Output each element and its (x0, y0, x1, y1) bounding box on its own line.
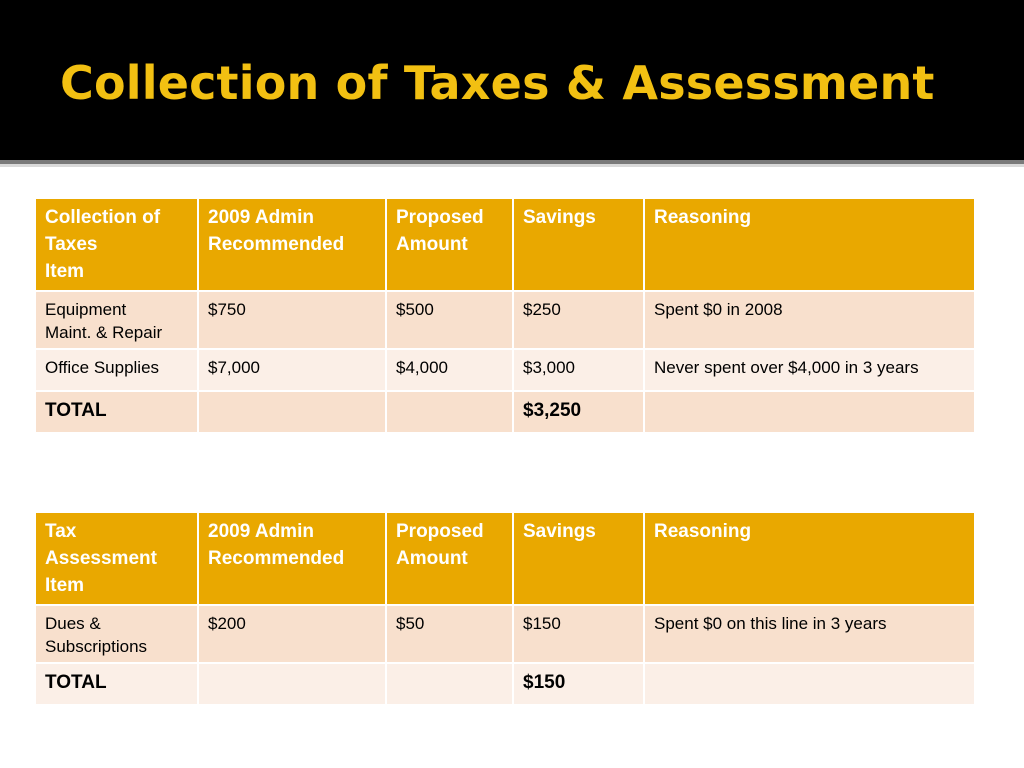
total-label: TOTAL (35, 663, 198, 705)
header-cell-item: Tax Assessment Item (35, 512, 198, 605)
reasoning-cell (644, 663, 975, 705)
total-savings: $150 (513, 663, 644, 705)
header-cell-proposed: Proposed Amount (386, 198, 513, 291)
header-cell-savings: Savings (513, 512, 644, 605)
reasoning-cell (644, 391, 975, 433)
admin-cell: $750 (198, 291, 386, 349)
total-label: TOTAL (35, 391, 198, 433)
proposed-cell (386, 663, 513, 705)
title-divider-shadow (0, 164, 1024, 167)
header-cell-reasoning: Reasoning (644, 512, 975, 605)
table-header-row (35, 198, 975, 291)
total-row (35, 663, 975, 705)
item-cell: Office Supplies (35, 349, 198, 391)
item-cell: Dues & Subscriptions (35, 605, 198, 663)
table-row (35, 291, 975, 349)
reasoning-cell: Never spent over $4,000 in 3 years (644, 349, 975, 391)
header-cell-proposed: Proposed Amount (386, 512, 513, 605)
table-header-row (35, 512, 975, 605)
title-band (0, 0, 1024, 160)
reasoning-cell: Spent $0 on this line in 3 years (644, 605, 975, 663)
proposed-cell (386, 391, 513, 433)
total-row (35, 391, 975, 433)
slide-title: Collection of Taxes & Assessment (60, 56, 935, 110)
header-cell-savings: Savings (513, 198, 644, 291)
savings-cell: $250 (513, 291, 644, 349)
header-cell-item: Collection of Taxes Item (35, 198, 198, 291)
savings-cell: $150 (513, 605, 644, 663)
proposed-cell: $50 (386, 605, 513, 663)
tax-assessment-table (34, 511, 976, 706)
collection-of-taxes-table (34, 197, 976, 434)
header-cell-admin: 2009 Admin Recommended (198, 512, 386, 605)
table-row (35, 349, 975, 391)
admin-cell (198, 391, 386, 433)
admin-cell: $7,000 (198, 349, 386, 391)
table-row (35, 605, 975, 663)
admin-cell (198, 663, 386, 705)
savings-cell: $3,000 (513, 349, 644, 391)
total-savings: $3,250 (513, 391, 644, 433)
header-cell-reasoning: Reasoning (644, 198, 975, 291)
item-cell: Equipment Maint. & Repair (35, 291, 198, 349)
proposed-cell: $4,000 (386, 349, 513, 391)
admin-cell: $200 (198, 605, 386, 663)
reasoning-cell: Spent $0 in 2008 (644, 291, 975, 349)
proposed-cell: $500 (386, 291, 513, 349)
header-cell-admin: 2009 Admin Recommended (198, 198, 386, 291)
